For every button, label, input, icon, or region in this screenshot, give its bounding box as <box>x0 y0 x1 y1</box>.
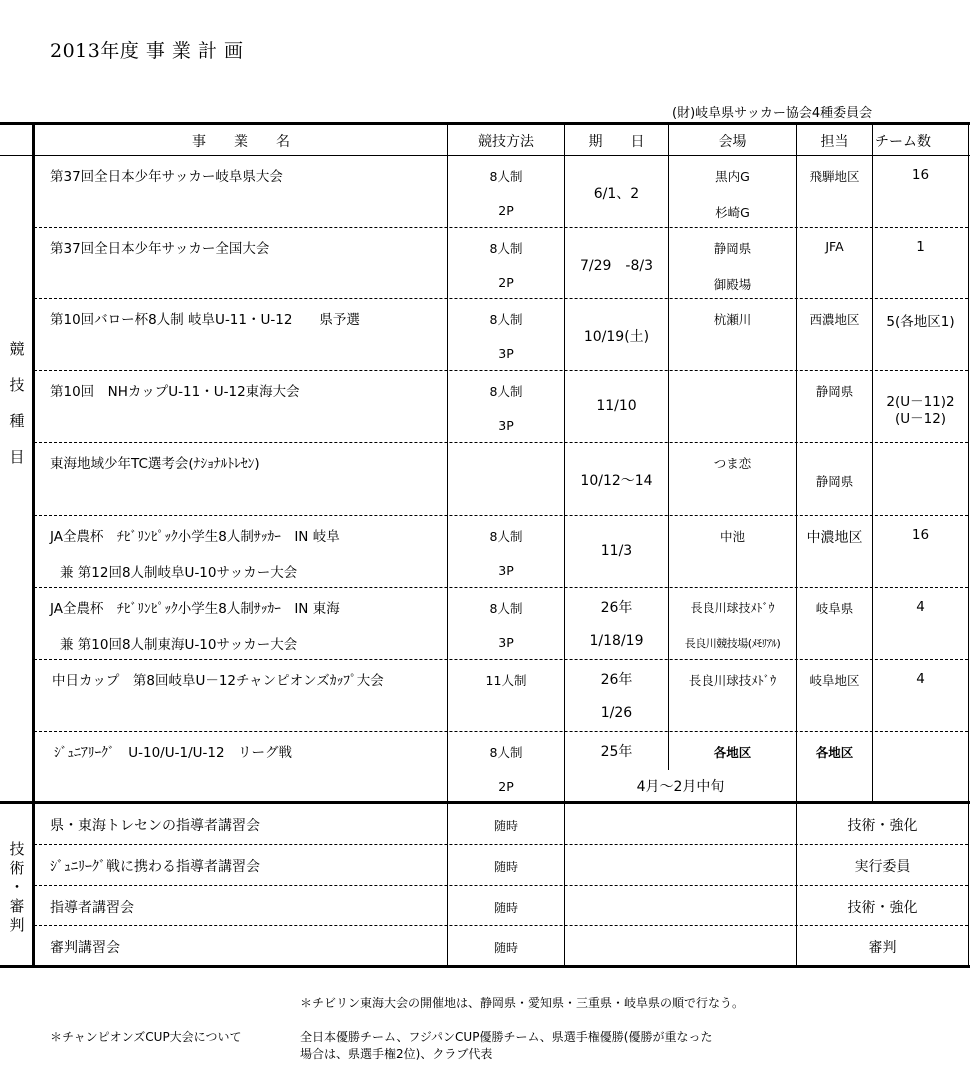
organization-name: (財)岐阜県サッカー協会4種委員会 <box>672 106 873 121</box>
venue: 中池 <box>719 529 745 544</box>
note-champions-text-2: 場合は、県選手権2位)、クラブ代表 <box>300 1047 493 1061</box>
method: 8人制 <box>489 384 523 399</box>
training-name: 県・東海トレセンの指導者講習会 <box>50 818 260 834</box>
method-periods: 3P <box>498 563 514 578</box>
team-count: 16 <box>911 527 930 543</box>
event-name: 中日カップ 第8回岐阜U－12チャンピオンズｶｯﾌﾟ大会 <box>52 673 384 689</box>
event-name-sub: 兼 第10回8人制東海U-10サッカー大会 <box>60 637 298 653</box>
venue: 各地区 <box>713 745 752 760</box>
header-teams: チーム数 <box>875 134 931 150</box>
team-count: 4 <box>916 671 925 687</box>
method-periods: 3P <box>498 346 514 361</box>
method-periods: 2P <box>498 275 514 290</box>
date: 6/1、2 <box>593 186 640 202</box>
method: 11人制 <box>485 673 527 688</box>
team-count: 5(各地区1) <box>886 314 955 330</box>
event-name: 第37回全日本少年サッカー岐阜県大会 <box>50 169 283 185</box>
owner: 岐阜地区 <box>809 673 860 688</box>
method: 8人制 <box>489 745 523 760</box>
venue-2: 御殿場 <box>713 277 752 292</box>
method: 8人制 <box>489 169 523 184</box>
date: 10/19(土) <box>583 329 650 345</box>
event-name: 第10回 NHカップU-11・U-12東海大会 <box>50 384 300 400</box>
method: 8人制 <box>489 529 523 544</box>
team-count: 1 <box>916 239 925 255</box>
owner: 各地区 <box>815 745 854 760</box>
header-method: 競技方法 <box>478 134 534 150</box>
owner: 西濃地区 <box>809 312 860 327</box>
header-name: 事 業 名 <box>192 134 290 150</box>
venue: 長良川球技ﾒﾄﾞｳ <box>688 673 777 688</box>
training-name: 審判講習会 <box>50 940 120 956</box>
owner: 静岡県 <box>815 384 854 399</box>
owner: 審判 <box>868 940 897 956</box>
event-name: ｼﾞｭﾆｱﾘｰｸﾞ U-10/U-1/U-12 リーグ戦 <box>54 745 293 761</box>
method: 8人制 <box>489 601 523 616</box>
date: 11/10 <box>596 398 637 414</box>
owner: JFA <box>825 239 844 254</box>
venue: つま恋 <box>713 456 752 471</box>
note-champions-text-1: 全日本優勝チーム、フジパンCUP優勝チーム、県選手権優勝(優勝が重なった <box>300 1030 713 1044</box>
date: 11/3 <box>600 543 633 559</box>
header-venue: 会場 <box>718 134 747 150</box>
date: 10/12～14 <box>580 473 653 489</box>
date-year: 26年 <box>600 600 633 616</box>
owner: 技術・強化 <box>847 818 918 834</box>
event-name: 第37回全日本少年サッカー全国大会 <box>50 241 270 257</box>
page-title: 2013年度 事 業 計 画 <box>50 40 244 62</box>
note-chibirin: ＊チビリン東海大会の開催地は、静岡県・愛知県・三重県・岐阜県の順で行なう。 <box>300 996 745 1010</box>
header-owner: 担当 <box>820 134 849 150</box>
team-count: 2(U－11)2 <box>886 394 955 410</box>
date-year: 26年 <box>600 672 633 688</box>
event-name: 第10回バロー杯8人制 岐阜U-11・U-12 県予選 <box>50 312 360 328</box>
team-count: 16 <box>911 167 930 183</box>
date-range: 4月～2月中旬 <box>636 779 725 795</box>
team-count: 4 <box>916 599 925 615</box>
note-champions-label: ＊チャンピオンズCUP大会について <box>50 1030 242 1044</box>
venue: 黒内G <box>715 169 750 184</box>
date: 1/26 <box>600 705 633 721</box>
method: 随時 <box>493 941 518 955</box>
training-name: 指導者講習会 <box>50 900 134 916</box>
method: 随時 <box>493 819 518 833</box>
venue: 静岡県 <box>713 241 752 256</box>
event-name: JA全農杯 ﾁﾋﾞﾘﾝﾋﾟｯｸ小学生8人制ｻｯｶｰ IN 東海 <box>50 601 340 617</box>
method-periods: 3P <box>498 418 514 433</box>
date-year: 25年 <box>600 744 633 760</box>
owner: 岐阜県 <box>815 601 854 616</box>
owner: 実行委員 <box>854 859 911 875</box>
owner: 中濃地区 <box>806 530 863 546</box>
header-date: 期 日 <box>588 134 645 150</box>
method: 8人制 <box>489 312 523 327</box>
event-name: 東海地域少年TC選考会(ﾅｼｮﾅﾙﾄﾚｾﾝ) <box>50 456 260 472</box>
method-periods: 2P <box>498 779 514 794</box>
venue: 杭瀬川 <box>713 312 752 327</box>
method: 随時 <box>493 901 518 915</box>
date: 1/18/19 <box>589 633 644 649</box>
event-name: JA全農杯 ﾁﾋﾞﾘﾝﾋﾟｯｸ小学生8人制ｻｯｶｰ IN 岐阜 <box>50 529 340 545</box>
method: 8人制 <box>489 241 523 256</box>
owner: 静岡県 <box>815 474 854 489</box>
team-count-2: (U－12) <box>894 411 947 427</box>
event-name-sub: 兼 第12回8人制岐阜U-10サッカー大会 <box>60 565 298 581</box>
training-name: ｼﾞｭﾆﾘｰｸﾞ戦に携わる指導者講習会 <box>50 859 260 875</box>
section-label-training: 技 術 ・ 審 判 <box>9 840 25 934</box>
method: 随時 <box>493 860 518 874</box>
owner: 飛騨地区 <box>809 169 860 184</box>
method-periods: 2P <box>498 203 514 218</box>
venue-2: 杉崎G <box>715 205 750 220</box>
section-label-competition: 競 技 種 目 <box>9 340 25 466</box>
date: 7/29 -8/3 <box>579 258 654 274</box>
method-periods: 3P <box>498 635 514 650</box>
owner: 技術・強化 <box>847 900 918 916</box>
venue-2: 長良川競技場(ﾒﾓﾘｱﾙ) <box>684 637 781 650</box>
venue: 長良川球技ﾒﾄﾞｳ <box>690 601 775 615</box>
